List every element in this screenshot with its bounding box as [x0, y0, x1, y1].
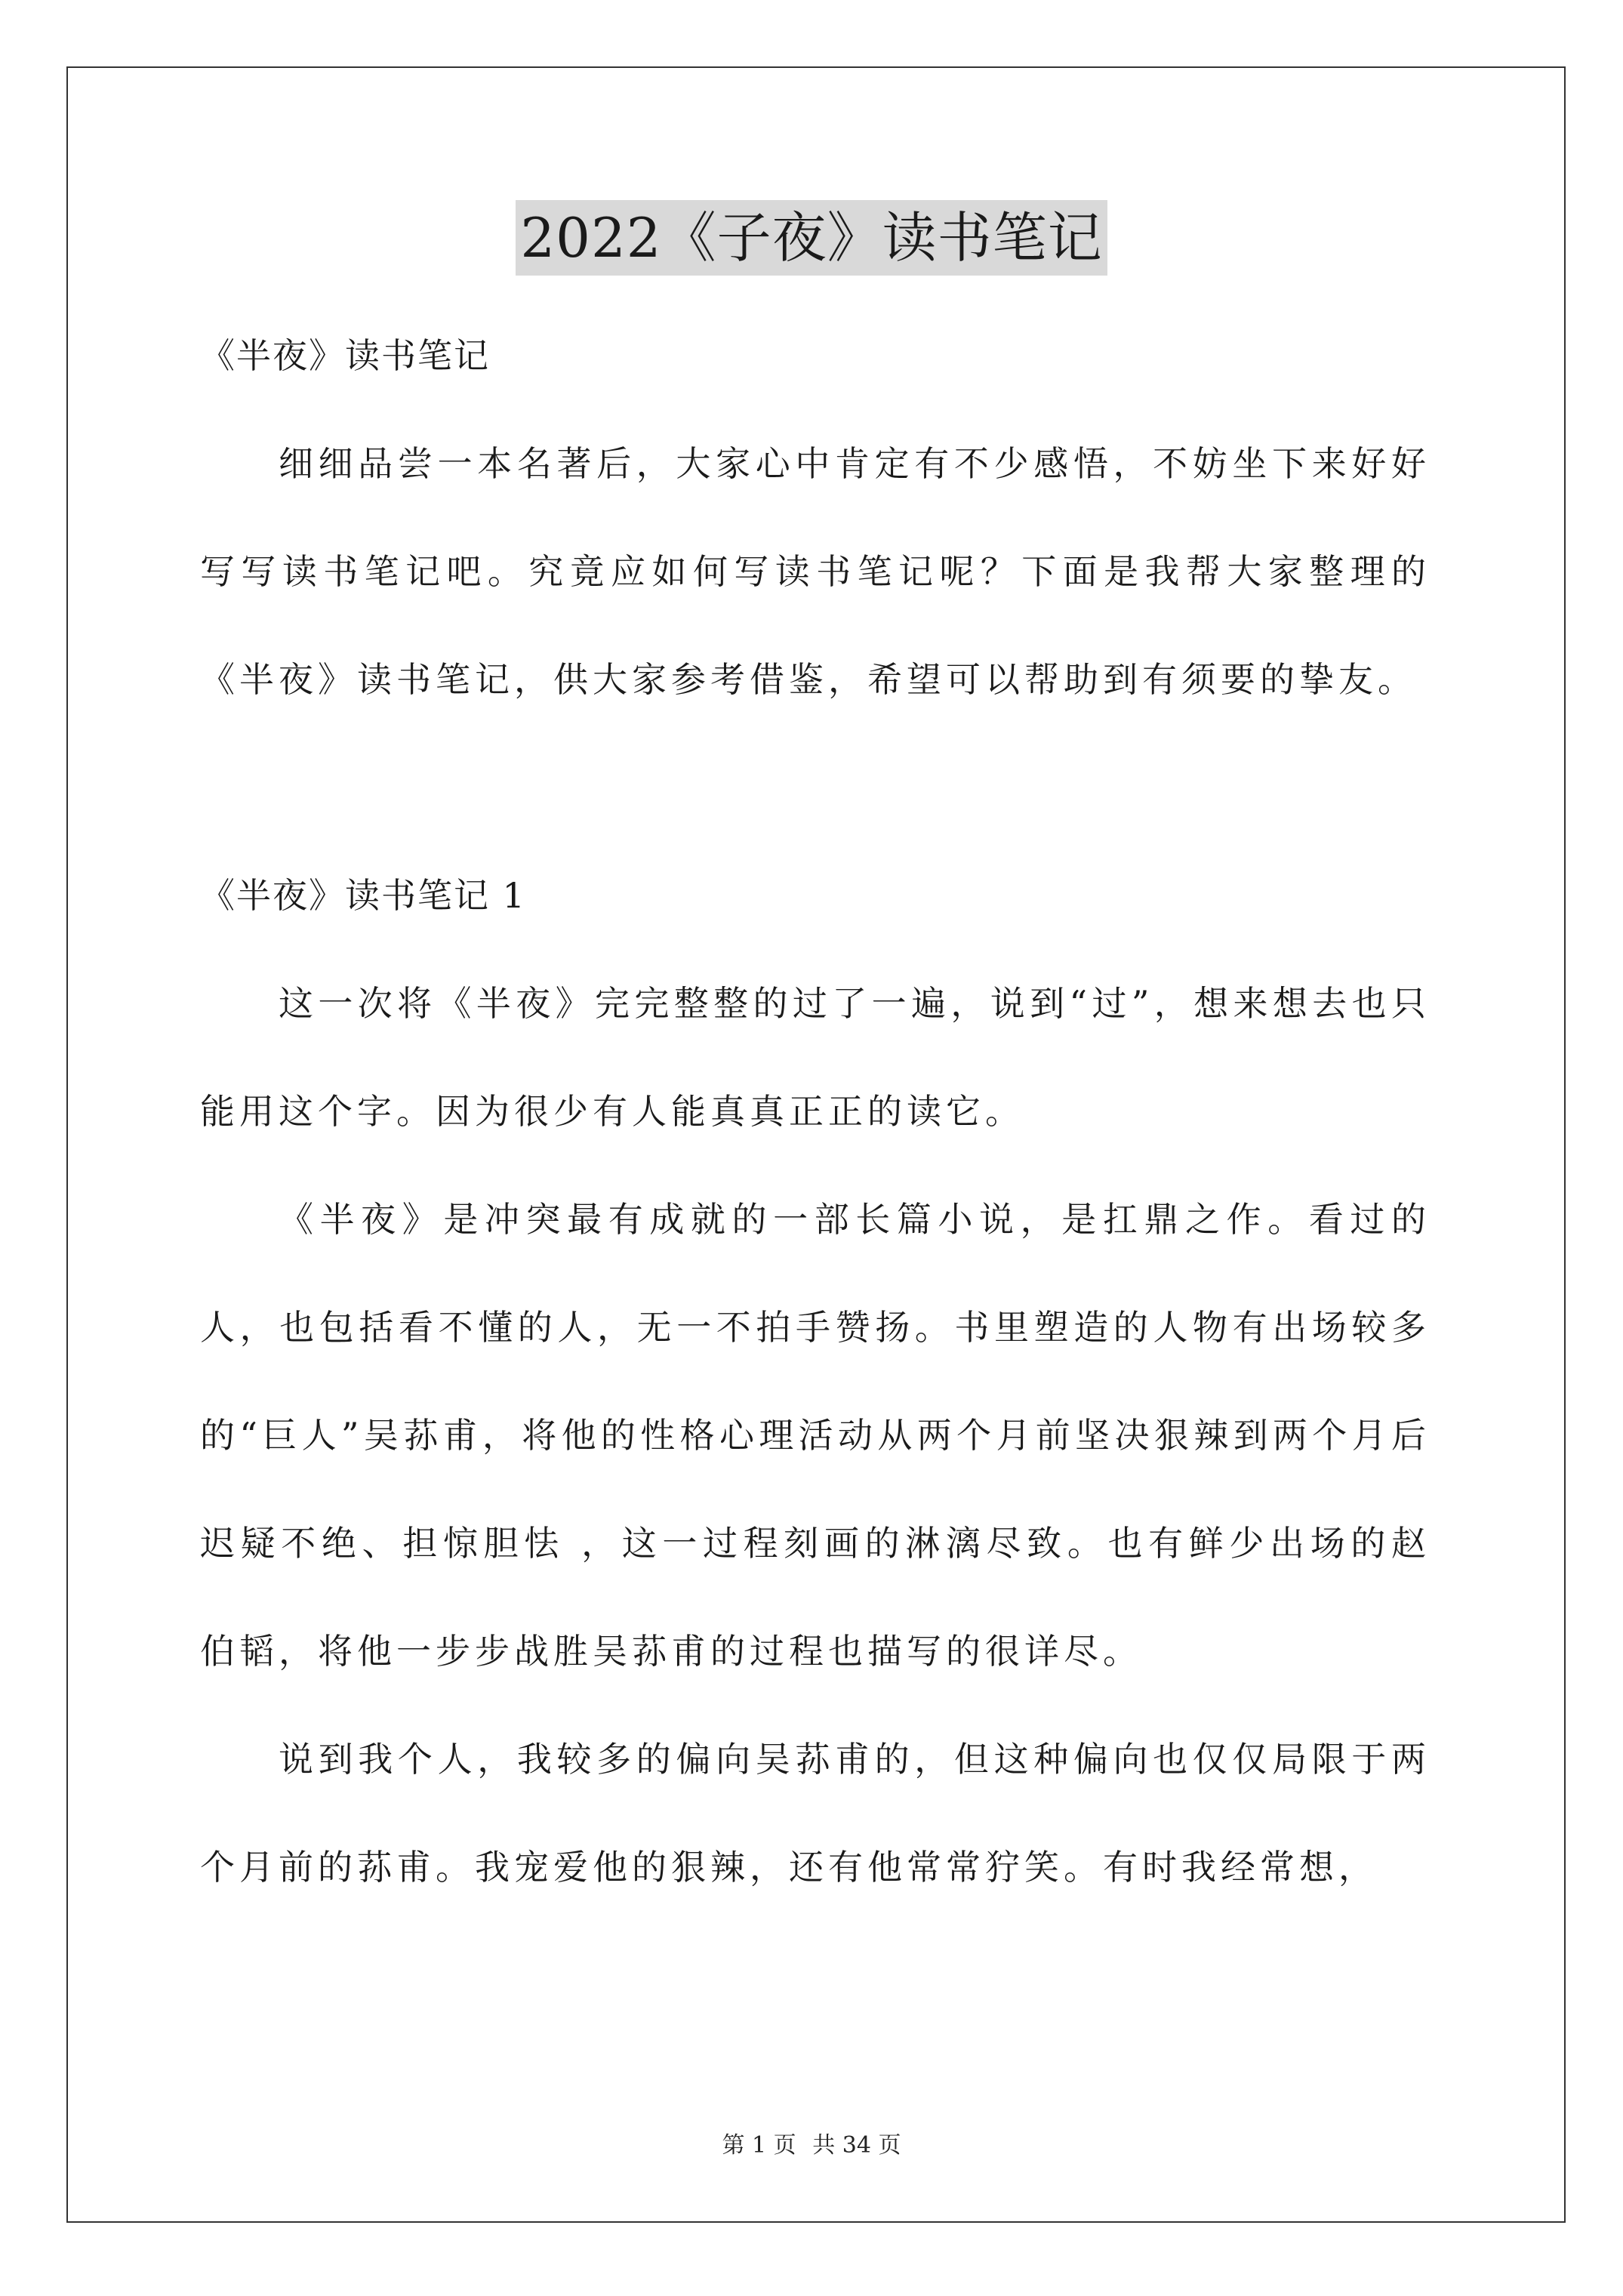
document-body: [200, 302, 1431, 1922]
paragraph: 说到我个人，我较多的偏向吴荪甫的，但这种偏向也仅仅局限于两个月前的荪甫。我宠爱他的狠辣，还有他常常狞笑。有时我经常想，: [200, 1739, 1431, 1888]
page-total: 共 34 页: [812, 2132, 901, 2159]
paragraph: 《半夜》是冲突最有成就的一部长篇小说，是扛鼎之作。看过的人，也包括看不懂的人，无一不拍手赞扬。书里塑造的人物有出场较多的“巨人”吴荪甫，将他的性格心理活动从两个月前坚决狠辣到两个月后迟疑不绝、担惊胆怯 ，这一过程刻画的淋漓尽致。也有鲜少出场的赵伯韬，将他一步步战胜吴荪甫的过程也描写的很详尽。: [200, 1199, 1431, 1672]
page-number: 第 1 页: [722, 2132, 796, 2159]
paragraph: 细细品尝一本名著后，大家心中肯定有不少感悟，不妨坐下来好好写写读书笔记吧。究竟应如何写读书笔记呢？下面是我帮大家整理的《半夜》读书笔记，供大家参考借鉴，希望可以帮助到有须要的挚友。: [200, 443, 1431, 700]
document-title: 2022《子夜》读书笔记: [516, 200, 1107, 276]
section-heading: 《半夜》读书笔记: [200, 335, 490, 376]
section-heading: 《半夜》读书笔记 1: [200, 875, 526, 916]
page-footer: [0, 2131, 1623, 2161]
paragraph: 这一次将《半夜》完完整整的过了一遍，说到“过”，想来想去也只能用这个字。因为很少有人能真真正正的读它。: [200, 983, 1431, 1132]
title-container: [0, 200, 1623, 276]
blank-line: [200, 734, 1431, 842]
